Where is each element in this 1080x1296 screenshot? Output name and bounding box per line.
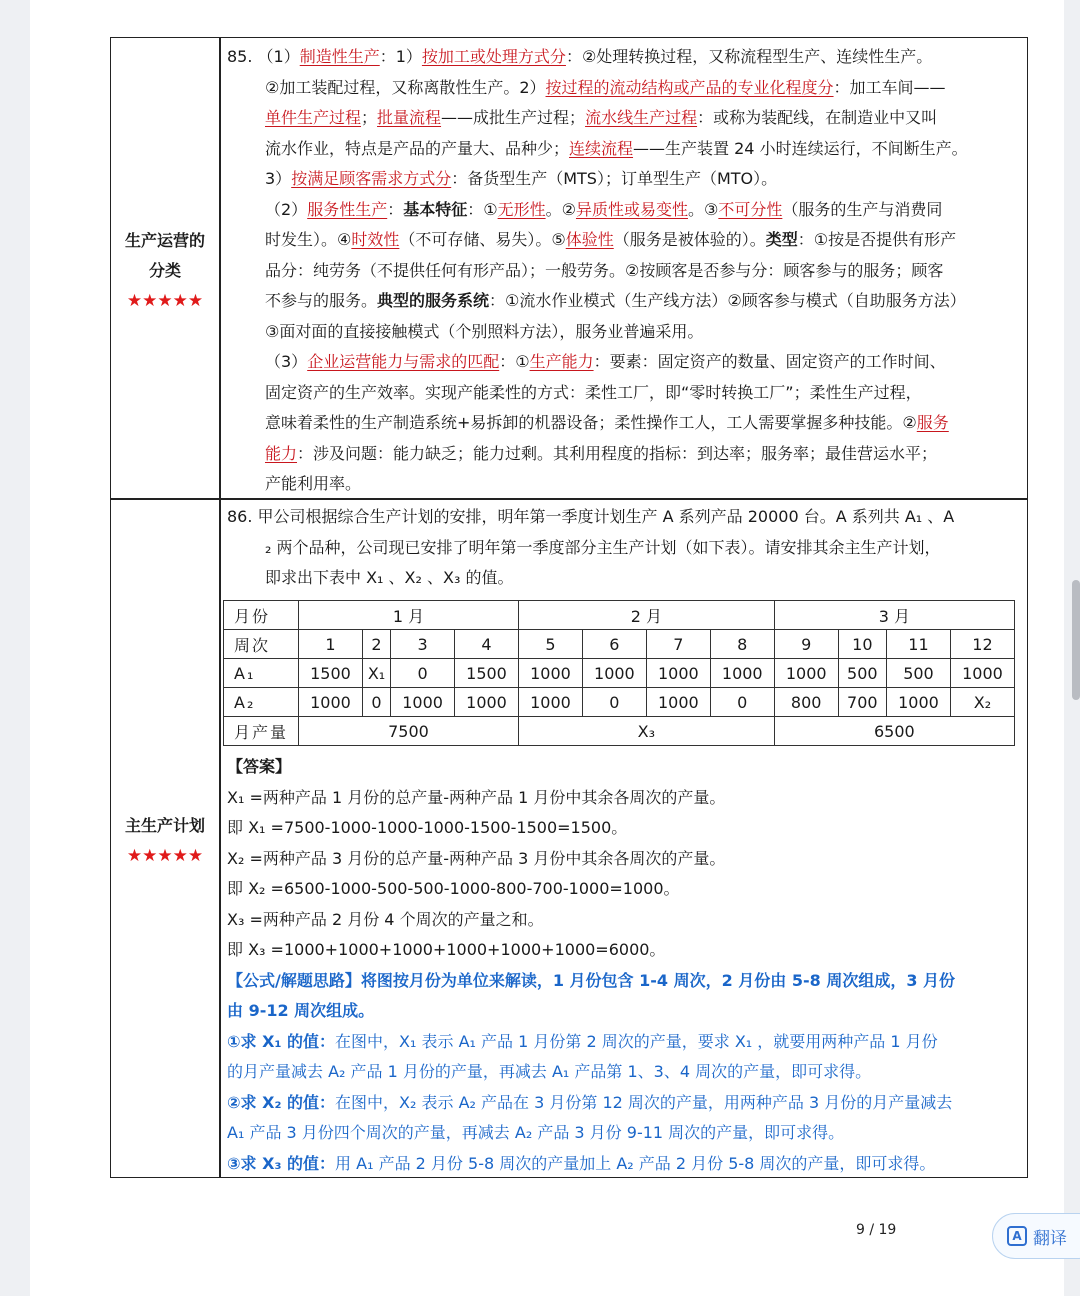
translate-icon: A — [1007, 1226, 1027, 1246]
tip-line: ①求 X₁ 的值：在图中，X₁ 表示 A₁ 产品 1 月份第 2 周次的产量，要求 X₁ ，就要用两种产品 1 月份 — [227, 1031, 938, 1051]
production-plan-table — [223, 600, 1015, 746]
table-row — [224, 659, 1015, 688]
table-cell: 1000 — [646, 659, 710, 688]
month-cell: 3 月 — [774, 601, 1014, 630]
page-number: 9 / 19 — [856, 1222, 897, 1238]
table-cell: 500 — [887, 659, 951, 688]
table-cell: 0 — [362, 688, 390, 717]
tip-line: ③求 X₃ 的值：用 A₁ 产品 2 月份 5-8 周次的产量加上 A₂ 产品 2 月份 5-8 周次的产量，即可求得。 — [227, 1153, 936, 1173]
week-cell: 3 — [391, 630, 455, 659]
table-cell: 1000 — [518, 688, 582, 717]
scrollbar[interactable] — [1072, 580, 1080, 700]
week-cell: 5 — [518, 630, 582, 659]
question-text: 86. 甲公司根据综合生产计划的安排，明年第一季度计划生产 A 系列产品 20000 台。A 系列共 A₁ 、A ₂ 两个品种，公司现已安排了明年第一季度部分主生产计划（如下表）。请安排其余主生产计划， 即求出下表中 X₁ 、X₂ 、X₃ 的值。 — [227, 507, 955, 587]
answer-line: 即 X₁ =7500-1000-1000-1000-1500-1500=1500。 — [227, 818, 628, 837]
table-cell: 1000 — [950, 659, 1014, 688]
table-cell: 1000 — [710, 659, 774, 688]
week-cell: 1 — [299, 630, 363, 659]
table-cell: X₁ — [362, 659, 390, 688]
tip-line: 的月产量减去 A₂ 产品 1 月份的产量，再减去 A₁ 产品第 1、3、4 周次的产量，即可求得。 — [227, 1062, 872, 1081]
notes-table — [110, 37, 1028, 1178]
table-cell: 800 — [774, 688, 838, 717]
monthly-cell: 7500 — [299, 717, 519, 746]
table-cell: X₂ — [950, 688, 1014, 717]
section-label-classification — [111, 226, 219, 316]
table-cell: 0 — [582, 688, 646, 717]
monthly-header: 月产量 — [224, 717, 299, 746]
week-cell: 2 — [362, 630, 390, 659]
answer-line: 即 X₂ =6500-1000-500-500-1000-800-700-1000=1000。 — [227, 879, 680, 898]
week-cell: 8 — [710, 630, 774, 659]
answer-block — [227, 752, 1019, 1179]
section-content-classification: 85. （1）制造性生产：1）按加工或处理方式分：②处理转换过程，又称流程型生产、连续性生产。 ②加工装配过程，又称离散性生产。2）按过程的流动结构或产品的专业化程度分：加工车间—— 单件生产过程；批量流程——成批生产过程；流水线生产过程：或称为装配线，在制造业中又叫 流水作业，特点是产品的产量大、品种少；连续流程——生产装置 24 小时连续运行，不间断生产。 3）按满足顾客需求方式分：备货型生产（MTS）；订单型生产（MTO）。 （2）服务性生产：基本特征：①无形性。②异质性或易变性。③不可分性（服务的生产与消费同 时发生）。④时效性（不可存储、易失）。⑤体验性（服务是被体验的）。类型：①按是否提供有形产 品分：纯劳务（不提供任何有形产品）；一般劳务。②按顾客是否参与分：顾客参与的服务；顾客 不参与的服务。典型的服务系统：①流水作业模式（生产线方法）②顾客参与模式（自助服务方法） ③面对面的直接接触模式（个别照料方法），服务业普遍采用。 （3）企业运营能力与需求的匹配：①生产能力：要素：固定资产的数量、固定资产的工作时间、 固定资产的生产效率。实现产能柔性的方式：柔性工厂，即“零时转换工厂”；柔性生产过程， 意味着柔性的生产制造系统+易拆卸的机器设备；柔性操作工人，工人需要掌握多种技能。②服务 能力：涉及问题：能力缺乏；能力过剩。其利用程度的指标：到达率；服务率；最佳营运水平； 产能利用率。 — [227, 47, 968, 493]
label-line: 主生产计划 — [124, 816, 205, 835]
section-label-mps — [111, 811, 219, 871]
table-row — [224, 717, 1015, 746]
label-line: 生产运营的 — [124, 231, 205, 250]
table-cell: 1000 — [299, 688, 363, 717]
week-cell: 9 — [774, 630, 838, 659]
table-row — [224, 601, 1015, 630]
star-rating: ★★★★★ — [126, 846, 204, 866]
week-cell: 7 — [646, 630, 710, 659]
translate-button[interactable] — [992, 1213, 1080, 1259]
table-cell: 1000 — [774, 659, 838, 688]
week-cell: 10 — [838, 630, 886, 659]
document-page — [30, 0, 1064, 1296]
answer-title: 【答案】 — [227, 757, 292, 776]
monthly-cell: X₃ — [518, 717, 774, 746]
tip-line: 【公式/解题思路】将图按月份为单位来解读，1 月份包含 1-4 周次，2 月份由 5-8 周次组成，3 月份 — [227, 970, 956, 990]
monthly-cell: 6500 — [774, 717, 1014, 746]
month-cell: 2 月 — [518, 601, 774, 630]
table-cell: 1500 — [455, 659, 519, 688]
table-cell: 700 — [838, 688, 886, 717]
translate-label: 翻译 — [1033, 1228, 1067, 1249]
table-cell: 1000 — [887, 688, 951, 717]
answer-line: X₃ =两种产品 2 月份 4 个周次的产量之和。 — [227, 909, 544, 929]
tip-line: A₁ 产品 3 月份四个周次的产量，再减去 A₂ 产品 3 月份 9-11 周次的产量，即可求得。 — [227, 1123, 845, 1142]
week-cell: 11 — [887, 630, 951, 659]
week-cell: 12 — [950, 630, 1014, 659]
month-header: 月份 — [224, 601, 299, 630]
table-cell: 1000 — [518, 659, 582, 688]
table-cell: 0 — [710, 688, 774, 717]
table-cell: 1000 — [455, 688, 519, 717]
week-header: 周次 — [224, 630, 299, 659]
table-row — [224, 688, 1015, 717]
answer-line: X₂ =两种产品 3 月份的总产量-两种产品 3 月份中其余各周次的产量。 — [227, 848, 726, 868]
table-cell: 1000 — [391, 688, 455, 717]
table-cell: 1000 — [646, 688, 710, 717]
table-cell: 0 — [391, 659, 455, 688]
answer-line: 即 X₃ =1000+1000+1000+1000+1000+1000=6000。 — [227, 940, 666, 959]
tip-line: ②求 X₂ 的值：在图中，X₂ 表示 A₂ 产品在 3 月份第 12 周次的产量，用两种产品 3 月份的月产量减去 — [227, 1092, 953, 1112]
tip-line: 由 9-12 周次组成。 — [227, 1001, 375, 1020]
row-header: A₂ — [224, 688, 299, 717]
week-cell: 6 — [582, 630, 646, 659]
month-cell: 1 月 — [299, 601, 519, 630]
row-header: A₁ — [224, 659, 299, 688]
table-cell: 1000 — [582, 659, 646, 688]
table-cell: 1500 — [299, 659, 363, 688]
answer-line: X₁ =两种产品 1 月份的总产量-两种产品 1 月份中其余各周次的产量。 — [227, 787, 726, 807]
label-line: 分类 — [148, 261, 181, 280]
table-cell: 500 — [838, 659, 886, 688]
week-cell: 4 — [455, 630, 519, 659]
star-rating: ★★★★★ — [126, 291, 204, 311]
table-row — [224, 630, 1015, 659]
